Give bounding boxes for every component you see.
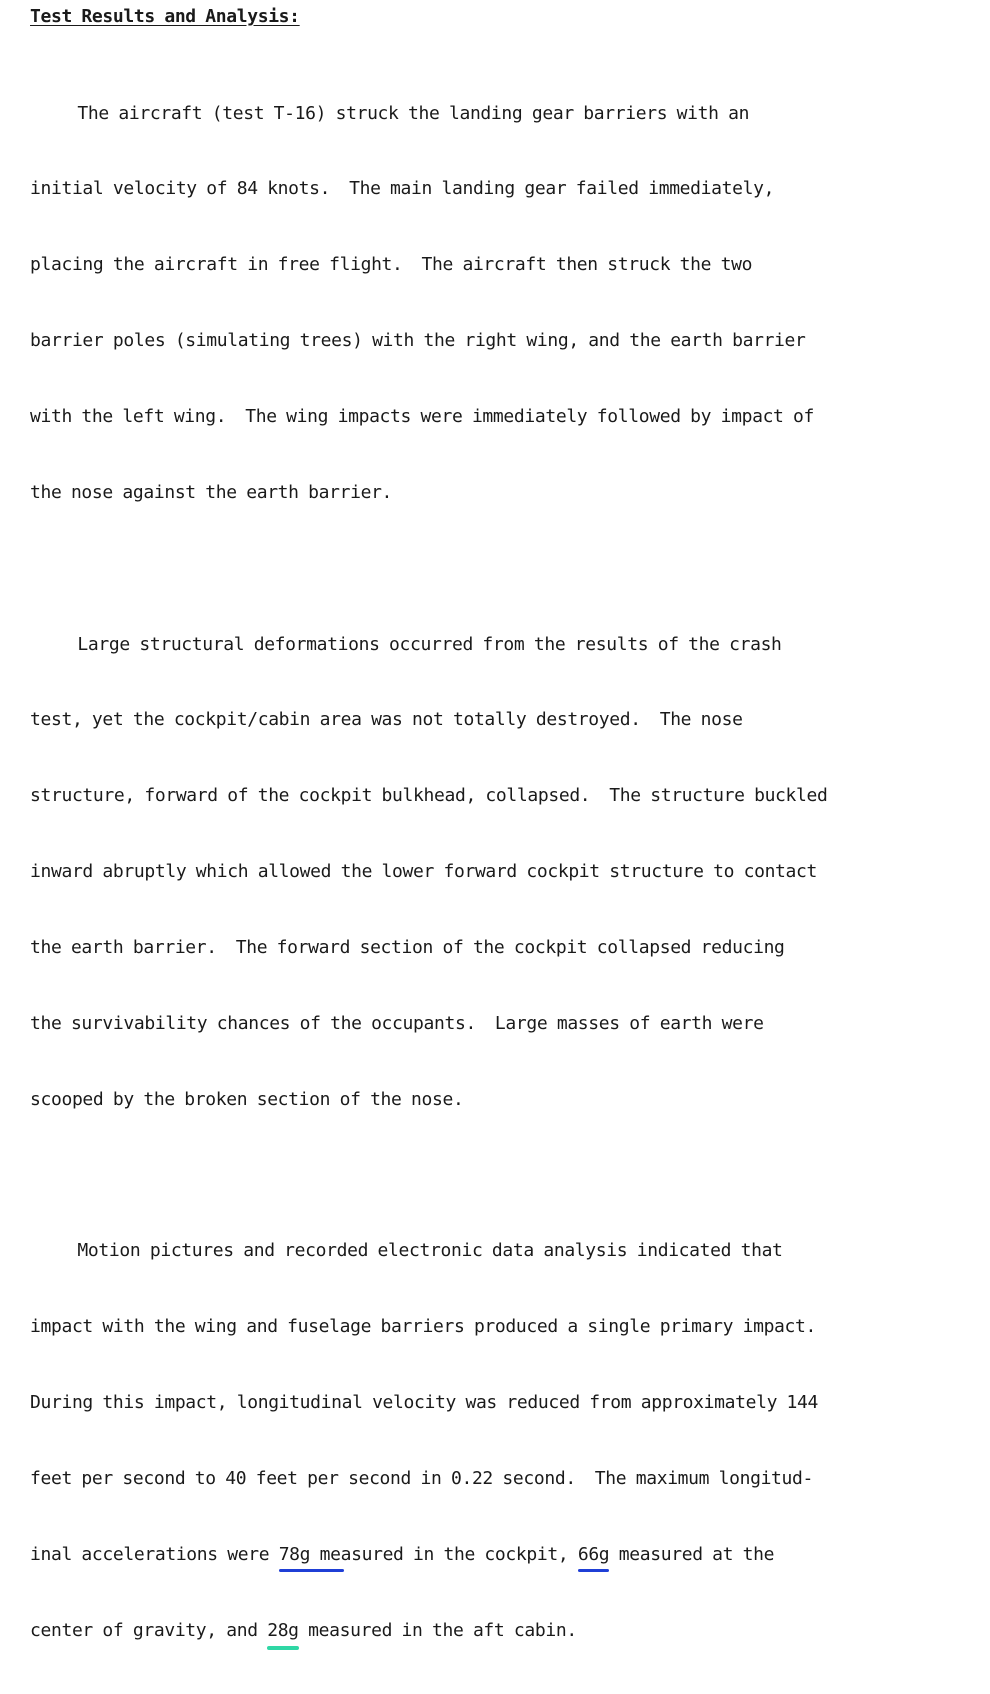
document-page — [30, 4, 980, 1694]
paragraph-line-highlighted — [30, 1618, 980, 1643]
line-text: center of gravity, and — [30, 1619, 268, 1641]
paragraph-line: The aircraft (test T-16) struck the landing gear barriers with an — [30, 102, 750, 124]
highlight-cg-value: 66g — [578, 1542, 609, 1567]
paragraph-line: with the left wing. The wing impacts were immediately followed by impact of — [30, 406, 815, 428]
line-text: measured at the — [609, 1543, 775, 1565]
line-text: measured in the cockpit, — [310, 1543, 578, 1565]
paragraph-line: placing the aircraft in free flight. The aircraft then struck the two — [30, 254, 753, 276]
paragraph-line: test, yet the cockpit/cabin area was not totally destroyed. The nose — [30, 709, 743, 731]
paragraph-line: barrier poles (simulating trees) with the right wing, and the earth barrier — [30, 330, 806, 352]
paragraph-line-highlighted — [30, 1542, 980, 1567]
paragraph-line: Large structural deformations occurred from the results of the crash — [30, 633, 782, 655]
line-text: inal accelerations were — [30, 1543, 279, 1565]
paragraph-line: During this impact, longitudinal velocity was reduced from approximately 144 — [30, 1392, 819, 1414]
paragraph-line: initial velocity of 84 knots. The main landing gear failed immediately, — [30, 178, 775, 200]
paragraph-1 — [30, 50, 980, 556]
section-heading: Test Results and Analysis: — [30, 6, 300, 27]
paragraph-line: Motion pictures and recorded electronic data analysis indicated that — [30, 1240, 783, 1262]
paragraph-line: impact with the wing and fuselage barriers produced a single primary impact. — [30, 1316, 817, 1338]
paragraph-line: the nose against the earth barrier. — [30, 482, 393, 504]
line-text: measured in the aft cabin. — [298, 1619, 577, 1641]
paragraph-line: the earth barrier. The forward section of the cockpit collapsed reducing — [30, 937, 785, 959]
highlight-aft-cabin-value: 28g — [267, 1618, 298, 1643]
paragraph-line: scooped by the broken section of the nose. — [30, 1088, 464, 1110]
paragraph-3 — [30, 1188, 980, 1694]
paragraph-2 — [30, 581, 980, 1163]
paragraph-line: feet per second to 40 feet per second in 0.22 second. The maximum longitud- — [30, 1468, 814, 1490]
paragraph-line: structure, forward of the cockpit bulkhead, collapsed. The structure buckled — [30, 785, 828, 807]
highlight-cockpit-value: 78g — [279, 1542, 310, 1567]
paragraph-line: inward abruptly which allowed the lower forward cockpit structure to contact — [30, 861, 818, 883]
paragraph-line: the survivability chances of the occupants. Large masses of earth were — [30, 1012, 764, 1034]
